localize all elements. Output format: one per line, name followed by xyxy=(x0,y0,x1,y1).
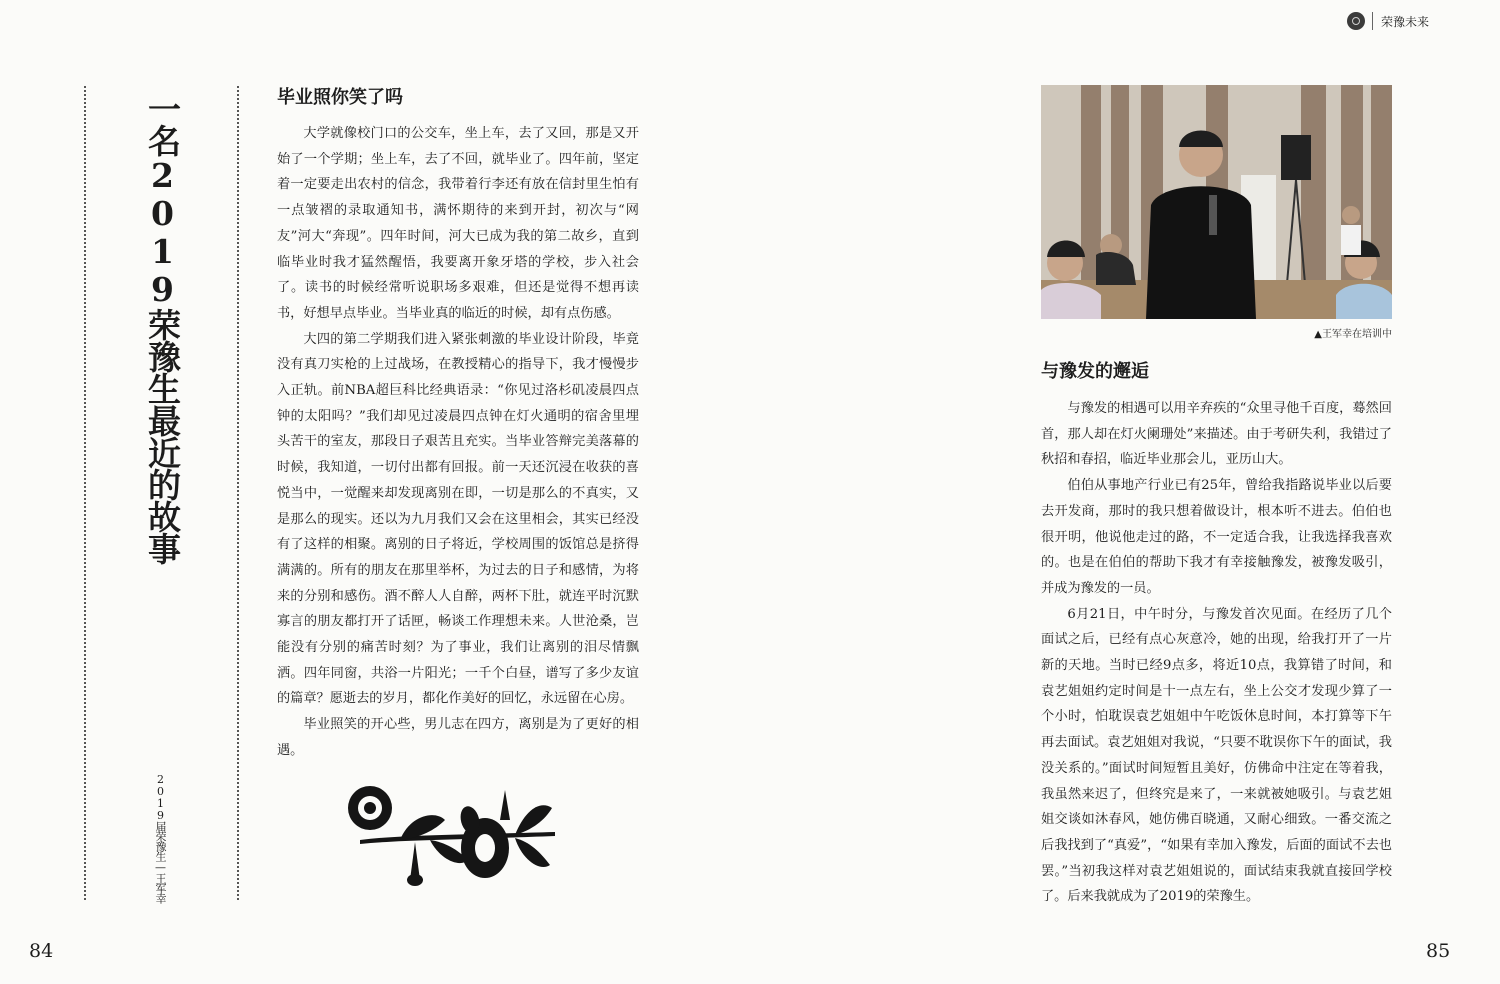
section-logo-icon xyxy=(1347,12,1365,30)
twig xyxy=(500,790,510,820)
photo-caption: ▲王军幸在培训中 xyxy=(1314,329,1392,340)
right-dotted-rule xyxy=(237,86,239,902)
paragraph: 6月21日，中午时分，与豫发首次见面。在经历了几个面试之后，已经有点心灰意冷，她的出现，给我打开了一片新的天地。当时已经9点多，将近10点，我算错了时间，和袁艺姐姐约定时间是十一点左右，坐上公交才发现少算了一个小时，怕耽误袁艺姐姐中午吃饭休息时间，本打算等下午再去面试。袁艺姐姐对我说，“只要不耽误你下午的面试，我没关系的。”面试时间短暂且美好，仿佛命中注定在等着我，我虽然来迟了，但终究是来了，一来就被她吸引。与袁艺姐姐交谈如沐春风，她仿佛百晓通，又耐心细致。一番交流之后我找到了“真爱”，“如果有幸加入豫发，后面的面试不去也罢。”当初我这样对袁艺姐姐说的，面试结束我就直接回学校了。后来我就成为了2019的荣豫生。 xyxy=(1041,606,1392,905)
article1-body xyxy=(277,121,639,764)
pomegranate-cut xyxy=(475,834,495,862)
training-photo xyxy=(1041,85,1392,319)
header-divider xyxy=(1372,12,1373,30)
section-heading-graduation: 毕业照你笑了吗 xyxy=(277,87,403,108)
leaf xyxy=(515,838,550,867)
paragraph: 毕业照笑的开心些，男儿志在四方，离别是为了更好的相遇。 xyxy=(277,717,639,758)
bloom-center xyxy=(364,802,376,814)
paragraph: 与豫发的相遇可以用辛弃疾的“众里寻他千百度，蓦然回首，那人却在灯火阑珊处”来描述。由于考研失利，我错过了秋招和春招，临近毕业那会儿，亚历山大。 xyxy=(1041,401,1392,468)
paragraph: 伯伯从事地产行业已有25年，曾给我指路说毕业以后要去开发商，那时的我只想着做设计，根本听不进去。伯伯也很开明，他说他走过的路，不一定适合我，让我选择我喜欢的。也是在伯伯的帮助下我才有幸接触豫发，被豫发吸引，并成为豫发的一员。 xyxy=(1041,478,1392,596)
left-dotted-rule xyxy=(84,86,86,902)
vertical-author-line: 2019届荣豫生—王军幸 xyxy=(154,773,167,903)
page-number-left: 84 xyxy=(29,940,54,962)
papercut-flower-illustration xyxy=(340,780,565,890)
paragraph: 大学就像校门口的公交车，坐上车，去了又回，那是又开始了一个学期；坐上车，去了不回，就毕业了。四年前，坚定着一定要走出农村的信念，我带着行李还有放在信封里生怕有一点皱褶的录取通知书，满怀期待的来到开封，初次与“网友”河大“奔现”。四年时间，河大已成为我的第二故乡，直到临毕业时我才猛然醒悟，我要离开象牙塔的学校，步入社会了。读书的时候经常听说职场多艰难，但还是觉得不想再读书，好想早点毕业。当毕业真的临近的时候，却有点伤感。 xyxy=(277,126,639,321)
section-heading-encounter: 与豫发的邂逅 xyxy=(1041,361,1149,382)
small-bud xyxy=(407,874,423,886)
section-title: 荣豫未来 xyxy=(1381,15,1430,29)
vertical-article-title: 一名2019荣豫生最近的故事 xyxy=(143,92,182,564)
page-number-right: 85 xyxy=(1426,940,1451,962)
article2-body xyxy=(1041,396,1392,910)
paragraph: 大四的第二学期我们进入紧张刺激的毕业设计阶段，毕竟没有真刀实枪的上过战场，在教授精心的指导下，我才慢慢步入正轨。前NBA超巨科比经典语录：“你见过洛杉矶凌晨四点钟的太阳吗？”我们却见过凌晨四点钟在灯火通明的宿舍里埋头苦干的室友，那段日子艰苦且充实。当毕业答辩完美落幕的时候，我知道，一切付出都有回报。前一天还沉浸在收获的喜悦当中，一觉醒来却发现离别在即，一切是那么的不真实，又是那么的现实。还以为九月我们又会在这里相会，其实已经没有了这样的相聚。离别的日子将近，学校周围的饭馆总是挤得满满的。所有的朋友在那里举杯，为过去的日子和感情，为将来的分别和感伤。酒不醉人人自醉，两杯下肚，就连平时沉默寡言的朋友都打开了话匣，畅谈工作理想未来。人世沧桑，岂能没有分别的痛苦时刻？为了事业，我们让离别的泪尽情飘洒。四年同窗，共浴一片阳光；一千个白昼，谱写了多少友谊的篇章？愿逝去的岁月，都化作美好的回忆，永远留在心房。 xyxy=(277,331,639,707)
stem xyxy=(360,832,555,844)
leaf xyxy=(515,805,552,835)
